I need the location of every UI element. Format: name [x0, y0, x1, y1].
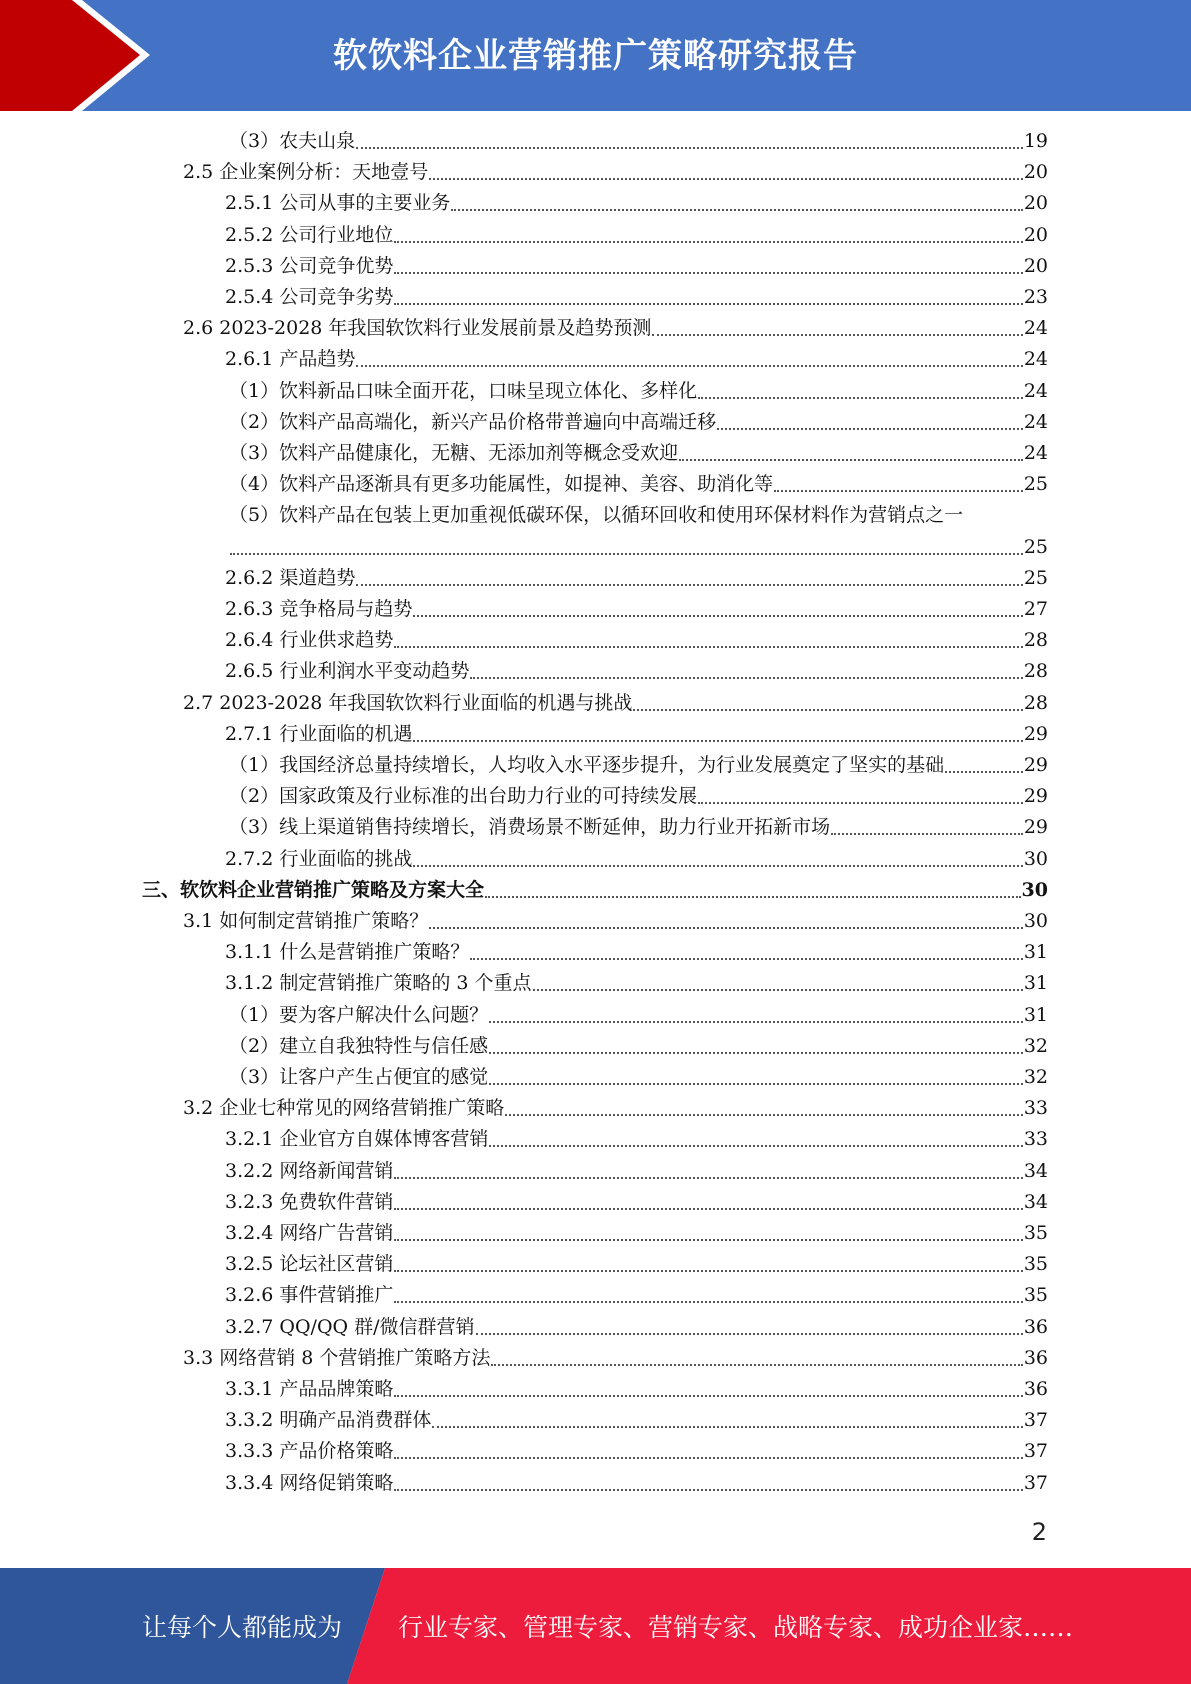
toc-dot-leader	[429, 178, 1023, 180]
toc-dot-leader	[356, 584, 1022, 586]
toc-entry[interactable]	[229, 469, 1048, 500]
toc-entry-title: 3.1.2 制定营销推广策略的 3 个重点	[225, 972, 532, 995]
toc-dot-leader	[394, 303, 1022, 305]
toc-entry-title: 2.7 2023-2028 年我国软饮料行业面临的机遇与挑战	[183, 691, 633, 714]
toc-entry-title: 3.3.4 网络促销策略	[225, 1471, 394, 1494]
toc-entry-title: 3.2 企业七种常见的网络营销推广策略	[183, 1097, 505, 1120]
toc-page-number: 36	[1023, 1378, 1048, 1400]
toc-page-number: 37	[1023, 1471, 1048, 1494]
toc-entry[interactable]	[225, 1374, 1048, 1405]
toc-entry-title: 3.3.2 明确产品消费群体	[225, 1409, 432, 1432]
toc-dot-leader	[489, 1052, 1023, 1054]
toc-page-number: 27	[1023, 598, 1048, 620]
toc-entry[interactable]	[229, 532, 1048, 563]
toc-entry[interactable]	[225, 594, 1048, 625]
toc-page-number: 19	[1023, 130, 1048, 152]
toc-page-number: 20	[1023, 254, 1048, 277]
toc-entry[interactable]	[183, 688, 1048, 719]
toc-entry-title: 3.3.3 产品价格策略	[225, 1440, 394, 1463]
toc-page-number: 30	[1023, 910, 1048, 932]
toc-dot-leader	[489, 1145, 1022, 1147]
toc-page-number: 36	[1023, 1346, 1048, 1369]
toc-dot-leader	[633, 709, 1022, 711]
toc-entry-title: 3.2.2 网络新闻营销	[225, 1159, 394, 1182]
toc-page-number: 32	[1023, 1034, 1048, 1057]
toc-entry[interactable]	[225, 1280, 1048, 1311]
footer-slogan-right: 行业专家、管理专家、营销专家、战略专家、成功企业家……	[398, 1613, 1074, 1642]
toc-entry[interactable]	[225, 968, 1048, 999]
toc-dot-leader	[413, 615, 1022, 617]
toc-dot-leader	[505, 1114, 1023, 1116]
toc-entry[interactable]	[142, 875, 1048, 906]
toc-entry[interactable]	[229, 1062, 1048, 1093]
toc-dot-leader	[679, 459, 1023, 461]
toc-entry[interactable]	[225, 344, 1048, 375]
toc-page-number: 31	[1023, 1003, 1048, 1026]
toc-entry[interactable]	[229, 812, 1048, 843]
toc-entry-title: 3.3 网络营销 8 个营销推广策略方法	[183, 1346, 491, 1369]
toc-entry-title: 2.5.3 公司竞争优势	[225, 254, 394, 277]
toc-entry-title: 3.2.3 免费软件营销	[225, 1190, 394, 1213]
toc-entry-title: 2.7.1 行业面临的机遇	[225, 722, 413, 745]
toc-entry-title: 2.5.4 公司竞争劣势	[225, 286, 394, 308]
toc-entry-title: 三、软饮料企业营销推广策略及方案大全	[142, 878, 485, 901]
toc-dot-leader	[394, 1395, 1022, 1397]
toc-dot-leader	[476, 1333, 1023, 1335]
toc-entry-title: （1）要为客户解决什么问题？	[229, 1003, 489, 1026]
toc-entry[interactable]	[225, 719, 1048, 750]
toc-page-number: 29	[1023, 722, 1048, 745]
toc-page-number: 37	[1023, 1440, 1048, 1463]
toc-page-number: 28	[1023, 629, 1048, 652]
toc-page-number: 25	[1023, 535, 1048, 558]
toc-entry-title: 3.1.1 什么是营销推广策略？	[225, 941, 470, 964]
toc-entry-title: （1）饮料新品口味全面开花，口味呈现立体化、多样化	[229, 379, 698, 402]
toc-entry[interactable]	[183, 906, 1048, 937]
toc-dot-leader	[394, 272, 1022, 274]
toc-dot-leader	[491, 1364, 1022, 1366]
toc-dot-leader	[831, 833, 1023, 835]
toc-entry-title: 3.1 如何制定营销推广策略？	[183, 910, 429, 932]
toc-dot-leader	[470, 958, 1022, 960]
toc-entry-title: 3.2.6 事件营销推广	[225, 1284, 394, 1307]
toc-entry[interactable]	[183, 1093, 1048, 1124]
toc-entry[interactable]	[225, 1249, 1048, 1280]
toc-entry[interactable]	[229, 438, 1048, 469]
toc-entry[interactable]	[183, 157, 1048, 188]
toc-entry[interactable]	[229, 376, 1048, 407]
toc-page-number: 29	[1023, 754, 1048, 776]
toc-entry[interactable]	[183, 1343, 1048, 1374]
toc-entry[interactable]	[229, 1000, 1048, 1031]
toc-entry[interactable]	[225, 220, 1048, 251]
toc-dot-leader	[698, 802, 1023, 804]
toc-dot-leader	[470, 677, 1022, 679]
toc-page-number: 32	[1023, 1066, 1048, 1088]
toc-entry[interactable]	[225, 625, 1048, 656]
toc-entry-title: 2.6.1 产品趋势	[225, 348, 356, 371]
toc-entry[interactable]	[225, 937, 1048, 968]
toc-entry-title: 2.6.2 渠道趋势	[225, 566, 356, 589]
toc-page-number: 24	[1023, 348, 1048, 371]
toc-entry-title: （1）我国经济总量持续增长，人均收入水平逐步提升，为行业发展奠定了坚实的基础	[229, 754, 945, 776]
toc-entry[interactable]	[225, 251, 1048, 282]
toc-dot-leader	[451, 209, 1022, 211]
toc-dot-leader	[230, 553, 1023, 555]
toc-entry[interactable]	[225, 1124, 1048, 1155]
toc-entry[interactable]	[229, 781, 1048, 812]
toc-entry-title: （2）饮料产品高端化，新兴产品价格带普遍向中高端迁移	[229, 410, 717, 433]
toc-dot-leader	[356, 365, 1022, 367]
toc-entry[interactable]	[183, 313, 1048, 344]
page-footer	[0, 1568, 1191, 1684]
toc-dot-leader	[485, 896, 1021, 898]
toc-dot-leader	[489, 1083, 1023, 1085]
toc-entry-title: （3）饮料产品健康化，无糖、无添加剂等概念受欢迎	[229, 442, 679, 464]
toc-entry[interactable]	[225, 1436, 1048, 1467]
toc-entry-title: 2.6.3 竞争格局与趋势	[225, 598, 413, 620]
toc-entry[interactable]	[225, 1156, 1048, 1187]
toc-dot-leader	[945, 771, 1023, 773]
toc-entry-title: （3）让客户产生占便宜的感觉	[229, 1066, 489, 1088]
toc-entry-title: 2.5.2 公司行业地位	[225, 223, 394, 246]
toc-page-number: 20	[1023, 223, 1048, 246]
page-header	[0, 0, 1191, 111]
toc-page-number: 33	[1023, 1128, 1048, 1151]
toc-page-number: 23	[1023, 286, 1048, 308]
toc-entry-title: 3.2.1 企业官方自媒体博客营销	[225, 1128, 489, 1151]
toc-entry-title: （5）饮料产品在包装上更加重视低碳环保，以循环回收和使用环保材料作为营销点之一	[229, 504, 964, 527]
toc-page-number: 34	[1023, 1159, 1048, 1182]
toc-dot-leader	[698, 397, 1023, 399]
toc-entry[interactable]	[225, 1218, 1048, 1249]
toc-page-number: 37	[1023, 1409, 1048, 1432]
toc-entry-title: 3.3.1 产品品牌策略	[225, 1378, 394, 1400]
toc-page-number: 36	[1023, 1315, 1048, 1338]
toc-dot-leader	[413, 865, 1022, 867]
toc-entry-title: 2.5.1 公司从事的主要业务	[225, 192, 451, 215]
toc-page-number: 28	[1023, 660, 1048, 683]
toc-page-number: 24	[1023, 379, 1048, 402]
toc-page-number: 33	[1023, 1097, 1048, 1120]
toc-page-number: 24	[1023, 317, 1048, 340]
toc-page-number: 35	[1023, 1253, 1048, 1276]
toc-dot-leader	[717, 428, 1023, 430]
toc-page-number: 35	[1023, 1222, 1048, 1244]
toc-entry[interactable]	[225, 563, 1048, 594]
toc-page-number: 24	[1023, 410, 1048, 433]
toc-dot-leader	[356, 147, 1023, 149]
toc-entry[interactable]	[225, 1312, 1048, 1343]
toc-entry-title: 3.2.4 网络广告营销	[225, 1222, 394, 1244]
toc-page-number: 20	[1023, 192, 1048, 215]
toc-dot-leader	[533, 989, 1023, 991]
toc-entry[interactable]	[225, 1405, 1048, 1436]
toc-entry[interactable]	[225, 844, 1048, 875]
toc-entry[interactable]	[225, 656, 1048, 687]
toc-page-number: 35	[1023, 1284, 1048, 1307]
toc-entry-title: （4）饮料产品逐渐具有更多功能属性，如提神、美容、助消化等	[229, 473, 774, 496]
toc-entry[interactable]	[225, 188, 1048, 219]
toc-entry-title: 2.6.4 行业供求趋势	[225, 629, 394, 652]
page-number: 2	[1031, 1518, 1047, 1546]
toc-page-number: 25	[1023, 566, 1048, 589]
toc-entry[interactable]	[225, 282, 1048, 313]
toc-page-number: 20	[1023, 161, 1048, 184]
toc-dot-leader	[394, 1489, 1022, 1491]
toc-dot-leader	[429, 927, 1023, 929]
toc-page-number: 30	[1021, 878, 1048, 901]
toc-entry-title: 2.5 企业案例分析：天地壹号	[183, 161, 429, 184]
toc-entry[interactable]	[225, 1187, 1048, 1218]
toc-page-number: 30	[1023, 847, 1048, 870]
toc-entry-title: 3.2.7 QQ/QQ 群/微信群营销	[225, 1315, 475, 1338]
toc-entry-title: 3.2.5 论坛社区营销	[225, 1253, 394, 1276]
toc-entry-title: （3）农夫山泉	[229, 130, 356, 152]
toc-dot-leader	[413, 740, 1022, 742]
toc-page-number: 29	[1023, 816, 1048, 839]
toc-page-number: 25	[1023, 473, 1048, 496]
toc-dot-leader	[394, 241, 1022, 243]
toc-dot-leader	[394, 1208, 1022, 1210]
toc-dot-leader	[394, 1457, 1022, 1459]
toc-entry[interactable]	[229, 500, 963, 531]
toc-dot-leader	[774, 490, 1023, 492]
toc-entry[interactable]	[225, 1468, 1048, 1499]
toc-entry[interactable]	[229, 126, 1048, 157]
toc-page-number: 31	[1023, 941, 1048, 964]
toc-entry-title: 2.7.2 行业面临的挑战	[225, 847, 413, 870]
toc-entry-title: （2）国家政策及行业标准的出台助力行业的可持续发展	[229, 785, 698, 808]
toc-dot-leader	[652, 334, 1022, 336]
toc-page-number: 29	[1023, 785, 1048, 808]
toc-dot-leader	[394, 1239, 1022, 1241]
toc-dot-leader	[394, 1177, 1022, 1179]
toc-page-number: 28	[1023, 691, 1048, 714]
toc-page-number: 34	[1023, 1190, 1048, 1213]
toc-dot-leader	[394, 1301, 1022, 1303]
toc-page-number: 24	[1023, 442, 1048, 464]
toc-dot-leader	[432, 1426, 1022, 1428]
footer-slogan-left: 让每个人都能成为	[142, 1613, 343, 1642]
toc-dot-leader	[394, 1270, 1022, 1272]
page-title: 软饮料企业营销推广策略研究报告	[333, 36, 858, 76]
toc-entry[interactable]	[229, 750, 1048, 781]
toc-page-number: 31	[1023, 972, 1048, 995]
toc-entry-title: （3）线上渠道销售持续增长，消费场景不断延伸，助力行业开拓新市场	[229, 816, 831, 839]
toc-entry[interactable]	[229, 1031, 1048, 1062]
toc-entry-title: （2）建立自我独特性与信任感	[229, 1034, 489, 1057]
toc-entry-title: 2.6.5 行业利润水平变动趋势	[225, 660, 470, 683]
toc-dot-leader	[394, 646, 1022, 648]
toc-entry-title: 2.6 2023-2028 年我国软饮料行业发展前景及趋势预测	[183, 317, 652, 340]
toc-dot-leader	[489, 1021, 1023, 1023]
toc-entry[interactable]	[229, 407, 1048, 438]
